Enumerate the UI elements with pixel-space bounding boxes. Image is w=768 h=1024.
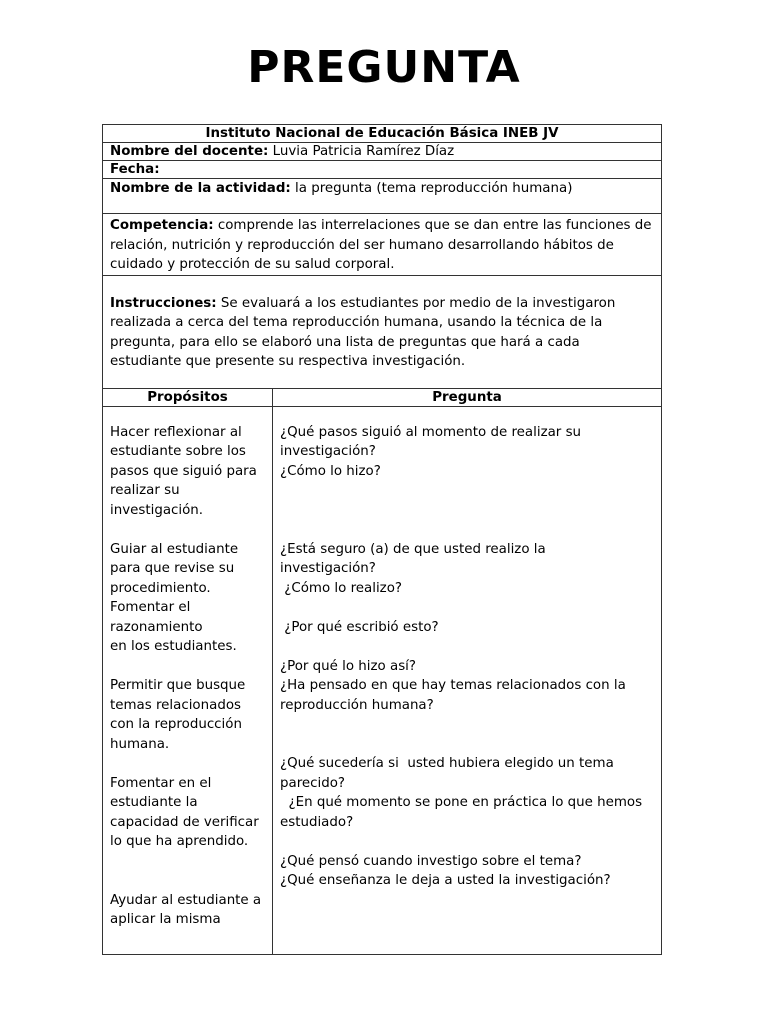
question-line: ¿En qué momento se pone en práctica lo que hemos [280, 795, 643, 810]
purpose-line: estudiante la [110, 795, 198, 810]
purpose-line: lo que ha aprendido. [110, 834, 249, 849]
questions-column-header: Pregunta [273, 388, 662, 406]
question-line: estudiado? [280, 814, 354, 830]
purposes-cell [103, 406, 273, 954]
instructions-label: Instrucciones: [110, 295, 217, 311]
question-line: ¿Ha pensado en que hay temas relacionados con la [280, 678, 626, 693]
question-line: investigación? [280, 444, 376, 459]
question-line: ¿Por qué escribió esto? [280, 619, 439, 635]
question-line: ¿Por qué lo hizo así? [280, 658, 417, 674]
question-line: ¿Está seguro (a) de que usted realizo la [280, 541, 546, 557]
purpose-line: humana. [110, 736, 170, 752]
question-line: investigación? [280, 561, 376, 576]
purpose-line: pasos que siguió para [110, 463, 257, 479]
purpose-line: temas relacionados [110, 697, 241, 713]
purpose-line: capacidad de verificar [110, 814, 259, 830]
purpose-line: investigación. [110, 502, 204, 518]
date-row [103, 161, 662, 179]
question-line: ¿Qué pasos siguió al momento de realizar su [280, 424, 582, 440]
question-line [280, 598, 654, 618]
purpose-line: razonamiento [110, 619, 203, 635]
question-line [280, 481, 654, 501]
teacher-value: Luvia Patricia Ramírez Díaz [272, 144, 455, 159]
question-line [280, 520, 654, 540]
question-line: reproducción humana? [280, 697, 434, 713]
purpose-line: aplicar la misma [110, 912, 221, 927]
purpose-line: procedimiento. [110, 580, 211, 596]
question-line: parecido? [280, 775, 346, 791]
activity-form-table [102, 124, 662, 955]
question-line: ¿Qué pensó cuando investigo sobre el tema? [280, 853, 582, 869]
content-row [103, 406, 662, 954]
purpose-line: para que revise su [110, 561, 235, 576]
question-line: ¿Cómo lo hizo? [280, 463, 381, 479]
question-block [280, 754, 654, 832]
institution-name: Instituto Nacional de Educación Básica INEB JV [103, 125, 662, 143]
date-label: Fecha: [110, 162, 160, 177]
question-block [280, 423, 654, 540]
purpose-line: Permitir que busque [110, 678, 246, 693]
question-block [280, 657, 654, 735]
purpose-line: en los estudiantes. [110, 639, 237, 654]
question-block [280, 852, 654, 891]
teacher-row [103, 143, 662, 161]
question-line [280, 501, 654, 521]
competence-row [103, 214, 662, 276]
purpose-line: Guiar al estudiante [110, 541, 239, 557]
teacher-label: Nombre del docente: [110, 144, 269, 159]
purpose-line: con la reproducción [110, 717, 242, 732]
purpose-block [110, 423, 265, 521]
purpose-block [110, 676, 265, 754]
question-line: ¿Qué sucedería si usted hubiera elegido un tema [280, 756, 614, 771]
purpose-line: realizar su [110, 483, 180, 498]
activity-label: Nombre de la actividad: [110, 181, 291, 196]
page-title: PREGUNTA [247, 42, 521, 93]
questions-cell [273, 406, 662, 954]
purpose-line: Hacer reflexionar al [110, 424, 242, 440]
question-line: ¿Cómo lo realizo? [280, 580, 402, 596]
activity-value: la pregunta (tema reproducción humana) [295, 181, 573, 196]
competence-label: Competencia: [110, 218, 214, 233]
purpose-block [110, 540, 265, 657]
question-line [280, 637, 654, 657]
purposes-column-header: Propósitos [103, 388, 273, 406]
purpose-line: Fomentar en el [110, 775, 212, 791]
columns-header-row [103, 388, 662, 406]
activity-row [103, 179, 662, 214]
purpose-block [110, 891, 265, 930]
competence-value: comprende las interrelaciones que se dan entre las funciones de relación, nutrición y reproducción del ser humano desarrollando hábitos de cuidado y protección de su salud corporal. [110, 218, 652, 272]
institution-row [103, 125, 662, 143]
purpose-line: Fomentar el [110, 600, 191, 615]
question-block [280, 540, 654, 657]
purpose-line: Ayudar al estudiante a [110, 892, 262, 908]
purpose-block [110, 774, 265, 872]
instructions-value: Se evaluará a los estudiantes por medio de la investigaron realizada a cerca del tema reproducción humana, usando la técnica de la pregunta, para ello se elaboró una lista de preguntas que hará a cada estudiante que presente su respectiva investigación. [110, 295, 616, 369]
question-line [280, 715, 654, 735]
question-line: ¿Qué enseñanza le deja a usted la investigación? [280, 873, 611, 888]
instructions-row [103, 275, 662, 388]
purpose-line: estudiante sobre los [110, 444, 246, 459]
purpose-line [110, 852, 265, 872]
